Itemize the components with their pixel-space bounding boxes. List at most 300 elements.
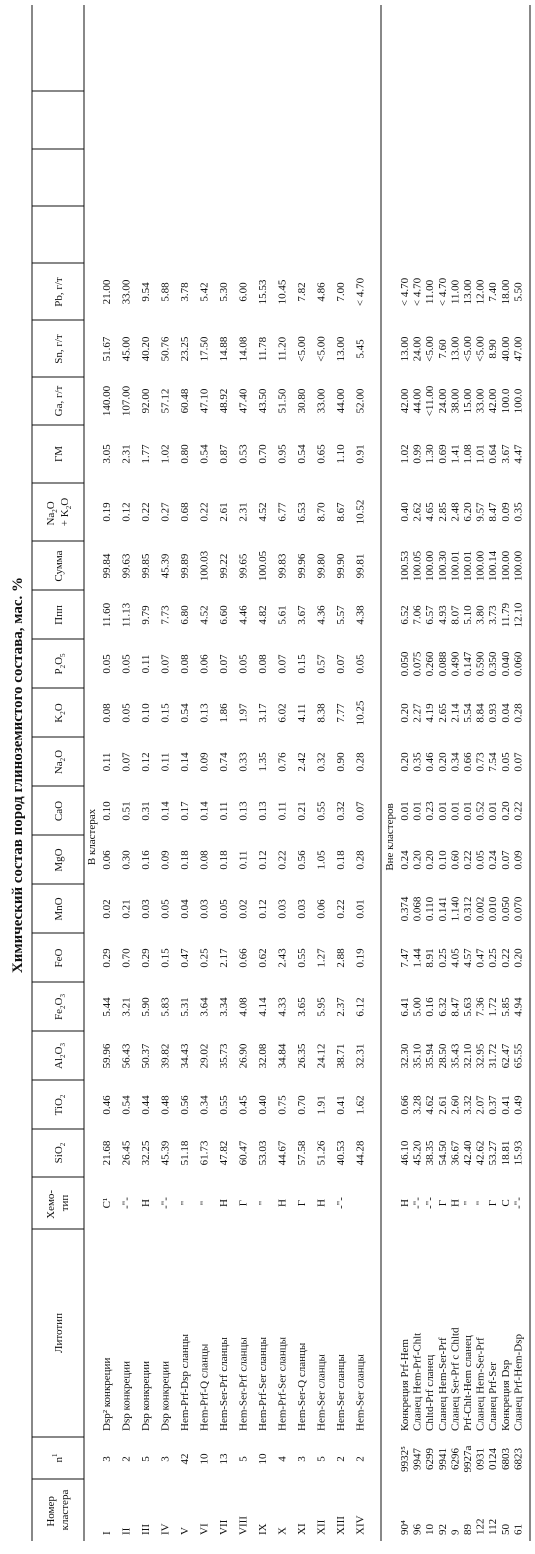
cell-n: 2 — [354, 1456, 367, 1462]
cell-al2o3: 29.02 — [198, 1043, 211, 1069]
cell-pb: < 4.70 — [436, 277, 449, 307]
cell-alkalis: 2.61 — [218, 502, 230, 522]
header-fe2o3: $Fe_2O_3$ — [53, 994, 67, 1020]
cell-n: 9932⁵ — [399, 1446, 411, 1472]
cell-gm: 2.31 — [120, 444, 133, 464]
cell-tio2: 0.56 — [179, 1095, 191, 1115]
cell-mno: 0.010 — [487, 896, 500, 922]
cell-sum: 100.00 — [474, 550, 487, 582]
cell-k2o: 6.02 — [276, 703, 289, 723]
cell-cao: 0.23 — [424, 801, 437, 821]
cell-mno: 0.06 — [315, 899, 328, 919]
cell-mno: 0.03 — [140, 899, 152, 919]
cell-fe2o3: 5.90 — [140, 997, 152, 1017]
cell-mgo: 0.07 — [499, 850, 512, 870]
cell-sum: 100.03 — [198, 550, 211, 582]
cell-fe2o3: 0.16 — [424, 997, 437, 1017]
cell-n: 9927а — [462, 1445, 474, 1473]
cell-feo: 0.62 — [257, 948, 269, 968]
cell-fe2o3: 3.65 — [296, 997, 308, 1017]
cell-n: 5 — [140, 1456, 152, 1462]
cell-tio2: 3.32 — [462, 1095, 474, 1115]
cell-sio2: 47.82 — [218, 1140, 230, 1166]
cell-chemtype: С¹ — [101, 1197, 113, 1209]
cell-sio2: 44.67 — [276, 1140, 289, 1166]
cell-pb: 15.53 — [257, 279, 269, 305]
cell-feo: 8.91 — [424, 948, 437, 968]
cell-lithotype: Конкреция Prf-Hem — [399, 1339, 411, 1431]
cell-gm: 0.69 — [436, 444, 449, 464]
cell-alkalis: 2.48 — [449, 502, 462, 522]
cell-lithotype: Dsp конкреции — [159, 1360, 172, 1431]
cell-na2o: 1.35 — [257, 752, 269, 772]
cell-pb: < 4.70 — [354, 277, 367, 307]
cell-sio2: 42.40 — [462, 1140, 474, 1166]
cell-feo: 0.25 — [198, 948, 211, 968]
cell-mno: 0.070 — [512, 896, 525, 922]
cell-ga: 43.50 — [257, 388, 269, 414]
cell-lithotype: Hem-Ser-Prf сланцы — [237, 1337, 250, 1431]
table-body-out-clusters — [399, 277, 524, 1535]
cell-k2o: 0.10 — [140, 703, 152, 723]
cell-ga: 44.00 — [411, 388, 424, 414]
cell-al2o3: 65.55 — [512, 1043, 525, 1069]
cell-sn: 45.00 — [120, 336, 133, 362]
cell-pb: 7.40 — [487, 282, 500, 302]
cell-cao: 0.01 — [411, 801, 424, 821]
cell-pb: 5.42 — [198, 282, 211, 302]
table-row — [277, 279, 289, 1535]
cell-al2o3: 59.96 — [101, 1043, 113, 1069]
cell-ga: 52.00 — [354, 388, 367, 414]
cell-na2o: 0.90 — [335, 752, 347, 772]
header-p2o5: $P_2O_5$ — [53, 653, 67, 675]
cell-mgo: 0.20 — [424, 850, 437, 870]
cell-al2o3: 56.43 — [120, 1043, 133, 1069]
cell-na2o: 0.20 — [399, 752, 411, 772]
cell-chemtype: " — [474, 1200, 487, 1206]
cell-n: 6299 — [424, 1448, 437, 1470]
table-row — [101, 279, 113, 1535]
cell-mgo: 0.20 — [411, 850, 424, 870]
cell-sum: 100.53 — [399, 550, 411, 582]
cell-fe2o3: 6.41 — [399, 997, 411, 1017]
cell-pb: 33.00 — [120, 279, 133, 305]
cell-lithotype: Hem-Prf-Q сланцы — [198, 1343, 211, 1431]
cell-tio2: 0.66 — [399, 1095, 411, 1115]
cell-tio2: 0.44 — [140, 1095, 152, 1115]
cell-cluster: X — [276, 1527, 289, 1535]
cell-k2o: 0.08 — [101, 703, 113, 723]
header-mgo: MgO — [53, 848, 65, 872]
cell-ga: 38.00 — [449, 388, 462, 414]
cell-pb: 5.30 — [218, 282, 230, 302]
cell-ga: 92.00 — [140, 388, 152, 414]
cell-na2o: 0.09 — [198, 752, 211, 772]
cell-mgo: 0.28 — [354, 850, 367, 870]
cell-lithotype: Dsp² конкреции — [101, 1357, 113, 1431]
cell-lithotype: Hem-Ser сланцы — [335, 1354, 347, 1431]
cell-k2o: 1.86 — [218, 703, 230, 723]
cell-alkalis: 0.22 — [198, 502, 211, 522]
cell-al2o3: 62.47 — [499, 1043, 512, 1069]
cell-ppp: 9.79 — [140, 605, 152, 625]
cell-feo: 0.29 — [140, 948, 152, 968]
cell-ppp: 4.82 — [257, 605, 269, 625]
cell-chemtype: " — [179, 1200, 191, 1206]
cell-k2o: 2.65 — [436, 703, 449, 723]
table-row — [424, 279, 436, 1535]
cell-cao: 0.11 — [276, 801, 289, 821]
header-alkalis: $Na_2O$ + $K_2O$ — [45, 497, 73, 527]
cell-mgo: 0.18 — [335, 850, 347, 870]
cell-cao: 0.07 — [354, 801, 367, 821]
table-row — [218, 282, 230, 1535]
cell-mno: 1.140 — [449, 896, 462, 922]
cell-sio2: 46.10 — [399, 1140, 411, 1166]
cell-feo: 0.55 — [296, 948, 308, 968]
cell-alkalis: 6.53 — [296, 502, 308, 522]
cell-k2o: 0.28 — [512, 703, 525, 723]
cell-sn: 7.60 — [436, 339, 449, 359]
cell-lithotype: Hem-Ser сланцы — [354, 1354, 367, 1431]
cell-sio2: 60.47 — [237, 1140, 250, 1166]
cell-na2o: 0.07 — [120, 752, 133, 772]
cell-sio2: 36.67 — [449, 1140, 462, 1166]
cell-sn: 5.45 — [354, 339, 367, 359]
cell-p2o5: 0.15 — [296, 654, 308, 674]
cell-fe2o3: 1.72 — [487, 997, 500, 1017]
cell-al2o3: 32.95 — [474, 1043, 487, 1069]
cell-mgo: 0.60 — [449, 850, 462, 870]
cell-cao: 0.01 — [462, 801, 474, 821]
cell-n: 2 — [120, 1456, 133, 1462]
cell-cluster: VIII — [237, 1516, 250, 1535]
cell-feo: 0.22 — [499, 948, 512, 968]
cell-gm: 0.65 — [315, 444, 328, 464]
cell-cao: 0.13 — [237, 801, 250, 821]
table-row — [199, 282, 211, 1535]
cell-sio2: 38.35 — [424, 1140, 437, 1166]
cell-mno: 0.141 — [436, 896, 449, 922]
cell-al2o3: 32.08 — [257, 1043, 269, 1069]
cell-ga: 47.10 — [198, 388, 211, 414]
cell-chemtype: " — [198, 1200, 211, 1206]
cell-sn: 13.00 — [399, 336, 411, 362]
cell-fe2o3: 3.21 — [120, 997, 133, 1017]
cell-ppp: 3.80 — [474, 605, 487, 625]
cell-feo: 1.44 — [411, 948, 424, 968]
cell-sum: 99.96 — [296, 553, 308, 579]
header-n — [51, 1453, 65, 1463]
cell-cao: 0.10 — [101, 801, 113, 821]
cell-al2o3: 32.30 — [399, 1043, 411, 1069]
cell-chemtype: Н — [449, 1199, 462, 1207]
cell-sio2: 53.27 — [487, 1140, 500, 1166]
cell-sum: 99.81 — [354, 553, 367, 579]
cell-p2o5: 0.05 — [237, 654, 250, 674]
cell-n: 9941 — [436, 1448, 449, 1470]
cell-n: 3 — [101, 1456, 113, 1462]
cell-p2o5: 0.490 — [449, 651, 462, 677]
cell-cluster: XI — [296, 1523, 308, 1535]
cell-mgo: 0.05 — [474, 850, 487, 870]
cell-mno: 0.04 — [179, 899, 191, 919]
cell-alkalis: 8.47 — [487, 502, 500, 522]
cell-cao: 0.32 — [335, 801, 347, 821]
header-sum: Сумма — [53, 550, 65, 582]
table-row — [238, 282, 250, 1535]
cell-na2o: 0.32 — [315, 752, 328, 772]
header-cluster-line1: Номер — [45, 1496, 57, 1527]
cell-gm: 1.41 — [449, 444, 462, 464]
cell-al2o3: 39.82 — [159, 1043, 172, 1069]
cell-ppp: 5.10 — [462, 605, 474, 625]
cell-al2o3: 35.10 — [411, 1043, 424, 1069]
cell-p2o5: 0.590 — [474, 651, 487, 677]
cell-mno: 0.03 — [276, 899, 289, 919]
cell-sn: 40.00 — [499, 336, 512, 362]
cell-cluster: III — [140, 1524, 152, 1535]
cell-pb: < 4.70 — [399, 277, 411, 307]
cell-lithotype: Hem-Ser-Q сланцы — [296, 1342, 308, 1431]
cell-fe2o3: 5.95 — [315, 997, 328, 1017]
cell-na2o: 2.42 — [296, 752, 308, 772]
cell-mgo: 0.30 — [120, 850, 133, 870]
cell-cluster: 112 — [487, 1518, 500, 1535]
cell-cluster: 10 — [424, 1524, 437, 1535]
cell-p2o5: 0.147 — [462, 651, 474, 677]
cell-k2o: 1.97 — [237, 703, 250, 723]
cell-chemtype: Н — [276, 1199, 289, 1207]
cell-mgo: 0.10 — [436, 850, 449, 870]
cell-sum: 99.65 — [237, 553, 250, 579]
cell-gm: 3.05 — [101, 444, 113, 464]
cell-feo: 0.70 — [120, 948, 133, 968]
cell-tio2: 0.55 — [218, 1095, 230, 1115]
section-out-clusters: Вне кластеров — [384, 803, 396, 871]
cell-k2o: 0.15 — [159, 703, 172, 723]
cell-al2o3: 26.90 — [237, 1043, 250, 1069]
cell-alkalis: 8.67 — [335, 502, 347, 522]
cell-ppp: 7.73 — [159, 605, 172, 625]
cell-chemtype: -"- — [120, 1197, 133, 1209]
cell-fe2o3: 5.63 — [462, 997, 474, 1017]
table-row — [121, 279, 133, 1535]
cell-alkalis: 4.65 — [424, 502, 437, 522]
cell-ga: 42.00 — [399, 388, 411, 414]
cell-gm: 0.91 — [354, 444, 367, 464]
cell-sn: <5.00 — [462, 336, 474, 362]
cell-sio2: 45.20 — [411, 1140, 424, 1166]
cell-feo: 0.25 — [436, 948, 449, 968]
cell-chemtype: -"- — [159, 1197, 172, 1209]
header-na2o: $Na_2O$ — [53, 749, 67, 775]
cell-k2o: 0.04 — [499, 703, 512, 723]
header-feo: FeO — [53, 948, 65, 968]
cell-cluster: 96 — [411, 1524, 424, 1535]
cell-p2o5: 0.08 — [257, 654, 269, 674]
table-row — [512, 282, 524, 1535]
cell-al2o3: 32.31 — [354, 1043, 367, 1069]
cell-gm: 4.47 — [512, 444, 525, 464]
cell-sio2: 51.26 — [315, 1140, 328, 1166]
cell-cluster: 90⁴ — [399, 1520, 411, 1535]
cell-n: 13 — [218, 1453, 230, 1465]
cell-cluster: I — [101, 1531, 113, 1535]
cell-alkalis: 2.31 — [237, 502, 250, 522]
cell-k2o: 10.25 — [354, 700, 367, 726]
cell-lithotype: Сланец Hem-Prf-Chlt — [411, 1332, 424, 1431]
cell-sio2: 21.68 — [101, 1140, 113, 1166]
cell-mgo: 0.08 — [198, 850, 211, 870]
cell-ga: 33.00 — [315, 388, 328, 414]
table-row — [462, 279, 474, 1535]
cell-lithotype: Hem-Ser-Prf сланцы — [218, 1337, 230, 1431]
cell-chemtype: " — [462, 1200, 474, 1206]
cell-ppp: 8.07 — [449, 605, 462, 625]
cell-sio2: 26.45 — [120, 1140, 133, 1166]
cell-cluster: XII — [315, 1519, 328, 1535]
cell-mno: 0.374 — [399, 896, 411, 922]
table-row — [412, 277, 424, 1535]
cell-alkalis: 6.20 — [462, 502, 474, 522]
cell-ga: 57.12 — [159, 388, 172, 414]
cell-cao: 0.31 — [140, 801, 152, 821]
cell-lithotype: Сланец Prf-Hem-Dsp — [512, 1334, 525, 1431]
cell-cao: 0.22 — [512, 801, 525, 821]
cell-mgo: 0.11 — [237, 850, 250, 870]
cell-chemtype: -"- — [424, 1197, 437, 1209]
cell-ppp: 7.06 — [411, 605, 424, 625]
cell-sn: 13.00 — [449, 336, 462, 362]
cell-pb: 3.78 — [179, 282, 191, 302]
cell-alkalis: 0.35 — [512, 502, 525, 522]
cell-alkalis: 0.40 — [399, 502, 411, 522]
cell-pb: 10.45 — [276, 279, 289, 305]
cell-cluster: XIII — [335, 1516, 347, 1535]
table-row — [257, 279, 269, 1535]
cell-mgo: 0.09 — [159, 850, 172, 870]
cell-na2o: 0.20 — [436, 752, 449, 772]
cell-fe2o3: 5.83 — [159, 997, 172, 1017]
cell-p2o5: 0.07 — [276, 654, 289, 674]
cell-mno: 0.02 — [237, 899, 250, 919]
cell-mgo: 0.24 — [487, 850, 500, 870]
cell-feo: 7.47 — [399, 948, 411, 968]
cell-sum: 100.00 — [512, 550, 525, 582]
cell-alkalis: 0.68 — [179, 502, 191, 522]
cell-cluster: 9 — [449, 1529, 462, 1535]
cell-ga: 15.00 — [462, 388, 474, 414]
cell-tio2: 0.54 — [120, 1095, 133, 1115]
cell-pb: 21.00 — [101, 279, 113, 305]
cell-cao: 0.52 — [474, 801, 487, 821]
cell-fe2o3: 4.08 — [237, 997, 250, 1017]
cell-mno: 0.312 — [462, 896, 474, 922]
header-gm: ГМ — [53, 446, 65, 462]
cell-pb: 11.00 — [424, 279, 437, 305]
cell-p2o5: 0.07 — [159, 654, 172, 674]
cell-na2o: 0.11 — [159, 752, 172, 772]
cell-ga: <11.00 — [424, 385, 437, 417]
cell-sum: 99.89 — [179, 553, 191, 579]
cell-sn: 47.00 — [512, 336, 525, 362]
cell-sio2: 54.50 — [436, 1140, 449, 1166]
cell-ga: 47.40 — [237, 388, 250, 414]
cell-chemtype: Н — [315, 1199, 328, 1207]
cell-p2o5: 0.050 — [399, 651, 411, 677]
table-row — [140, 282, 152, 1535]
cell-k2o: 4.11 — [296, 703, 308, 723]
cell-k2o: 3.17 — [257, 703, 269, 723]
cell-gm: 0.64 — [487, 444, 500, 464]
cell-p2o5: 0.040 — [499, 651, 512, 677]
cell-tio2: 0.75 — [276, 1095, 289, 1115]
cell-chemtype: С — [499, 1199, 512, 1207]
cell-fe2o3: 7.36 — [474, 997, 487, 1017]
cell-tio2: 2.60 — [449, 1095, 462, 1115]
cell-ga: 100.0 — [512, 388, 525, 414]
table-row — [316, 282, 328, 1535]
cell-feo: 0.47 — [474, 948, 487, 968]
table-row — [437, 277, 449, 1535]
cell-n: 0124 — [487, 1448, 500, 1470]
cell-sum: 100.00 — [499, 550, 512, 582]
cell-gm: 1.30 — [424, 444, 437, 464]
cell-ppp: 4.93 — [436, 605, 449, 625]
section-in-clusters: В кластерах — [86, 808, 98, 866]
cell-cao: 0.14 — [198, 801, 211, 821]
cell-al2o3: 50.37 — [140, 1043, 152, 1069]
cell-lithotype: Сланец Prf-Ser — [487, 1362, 500, 1431]
cell-feo: 4.57 — [462, 948, 474, 968]
cell-k2o: 5.54 — [462, 703, 474, 723]
cell-fe2o3: 6.32 — [436, 997, 449, 1017]
cell-alkalis: 0.27 — [159, 502, 172, 522]
header-ga: Ga, г/т — [53, 385, 65, 417]
cell-gm: 0.70 — [257, 444, 269, 464]
cell-feo: 0.20 — [512, 948, 525, 968]
cell-na2o: 0.12 — [140, 752, 152, 772]
cell-ga: 44.00 — [335, 388, 347, 414]
cell-gm: 3.67 — [499, 444, 512, 464]
cell-sn: 23.25 — [179, 336, 191, 362]
cell-sum: 99.83 — [276, 553, 289, 579]
table-body-in-clusters — [101, 277, 367, 1535]
cell-cao: 0.20 — [499, 801, 512, 821]
header-tio2: TiO$_2$ — [53, 1094, 67, 1116]
cell-sn: <5.00 — [424, 336, 437, 362]
cell-k2o: 0.93 — [487, 703, 500, 723]
cell-fe2o3: 3.34 — [218, 997, 230, 1017]
cell-al2o3: 32.10 — [462, 1043, 474, 1069]
cell-p2o5: 0.07 — [218, 654, 230, 674]
cell-na2o: 0.35 — [411, 752, 424, 772]
cell-ppp: 3.67 — [296, 605, 308, 625]
cell-sn: 40.20 — [140, 336, 152, 362]
cell-mno: 0.05 — [159, 899, 172, 919]
cell-ppp: 12.10 — [512, 602, 525, 628]
cell-cluster: 89 — [462, 1524, 474, 1535]
cell-tio2: 0.45 — [237, 1095, 250, 1115]
cell-cao: 0.17 — [179, 801, 191, 821]
cell-sum: 100.01 — [449, 550, 462, 582]
cell-cluster: XIV — [354, 1515, 367, 1535]
table-row — [475, 279, 487, 1535]
cell-ppp: 3.73 — [487, 605, 500, 625]
cell-feo: 0.47 — [179, 948, 191, 968]
